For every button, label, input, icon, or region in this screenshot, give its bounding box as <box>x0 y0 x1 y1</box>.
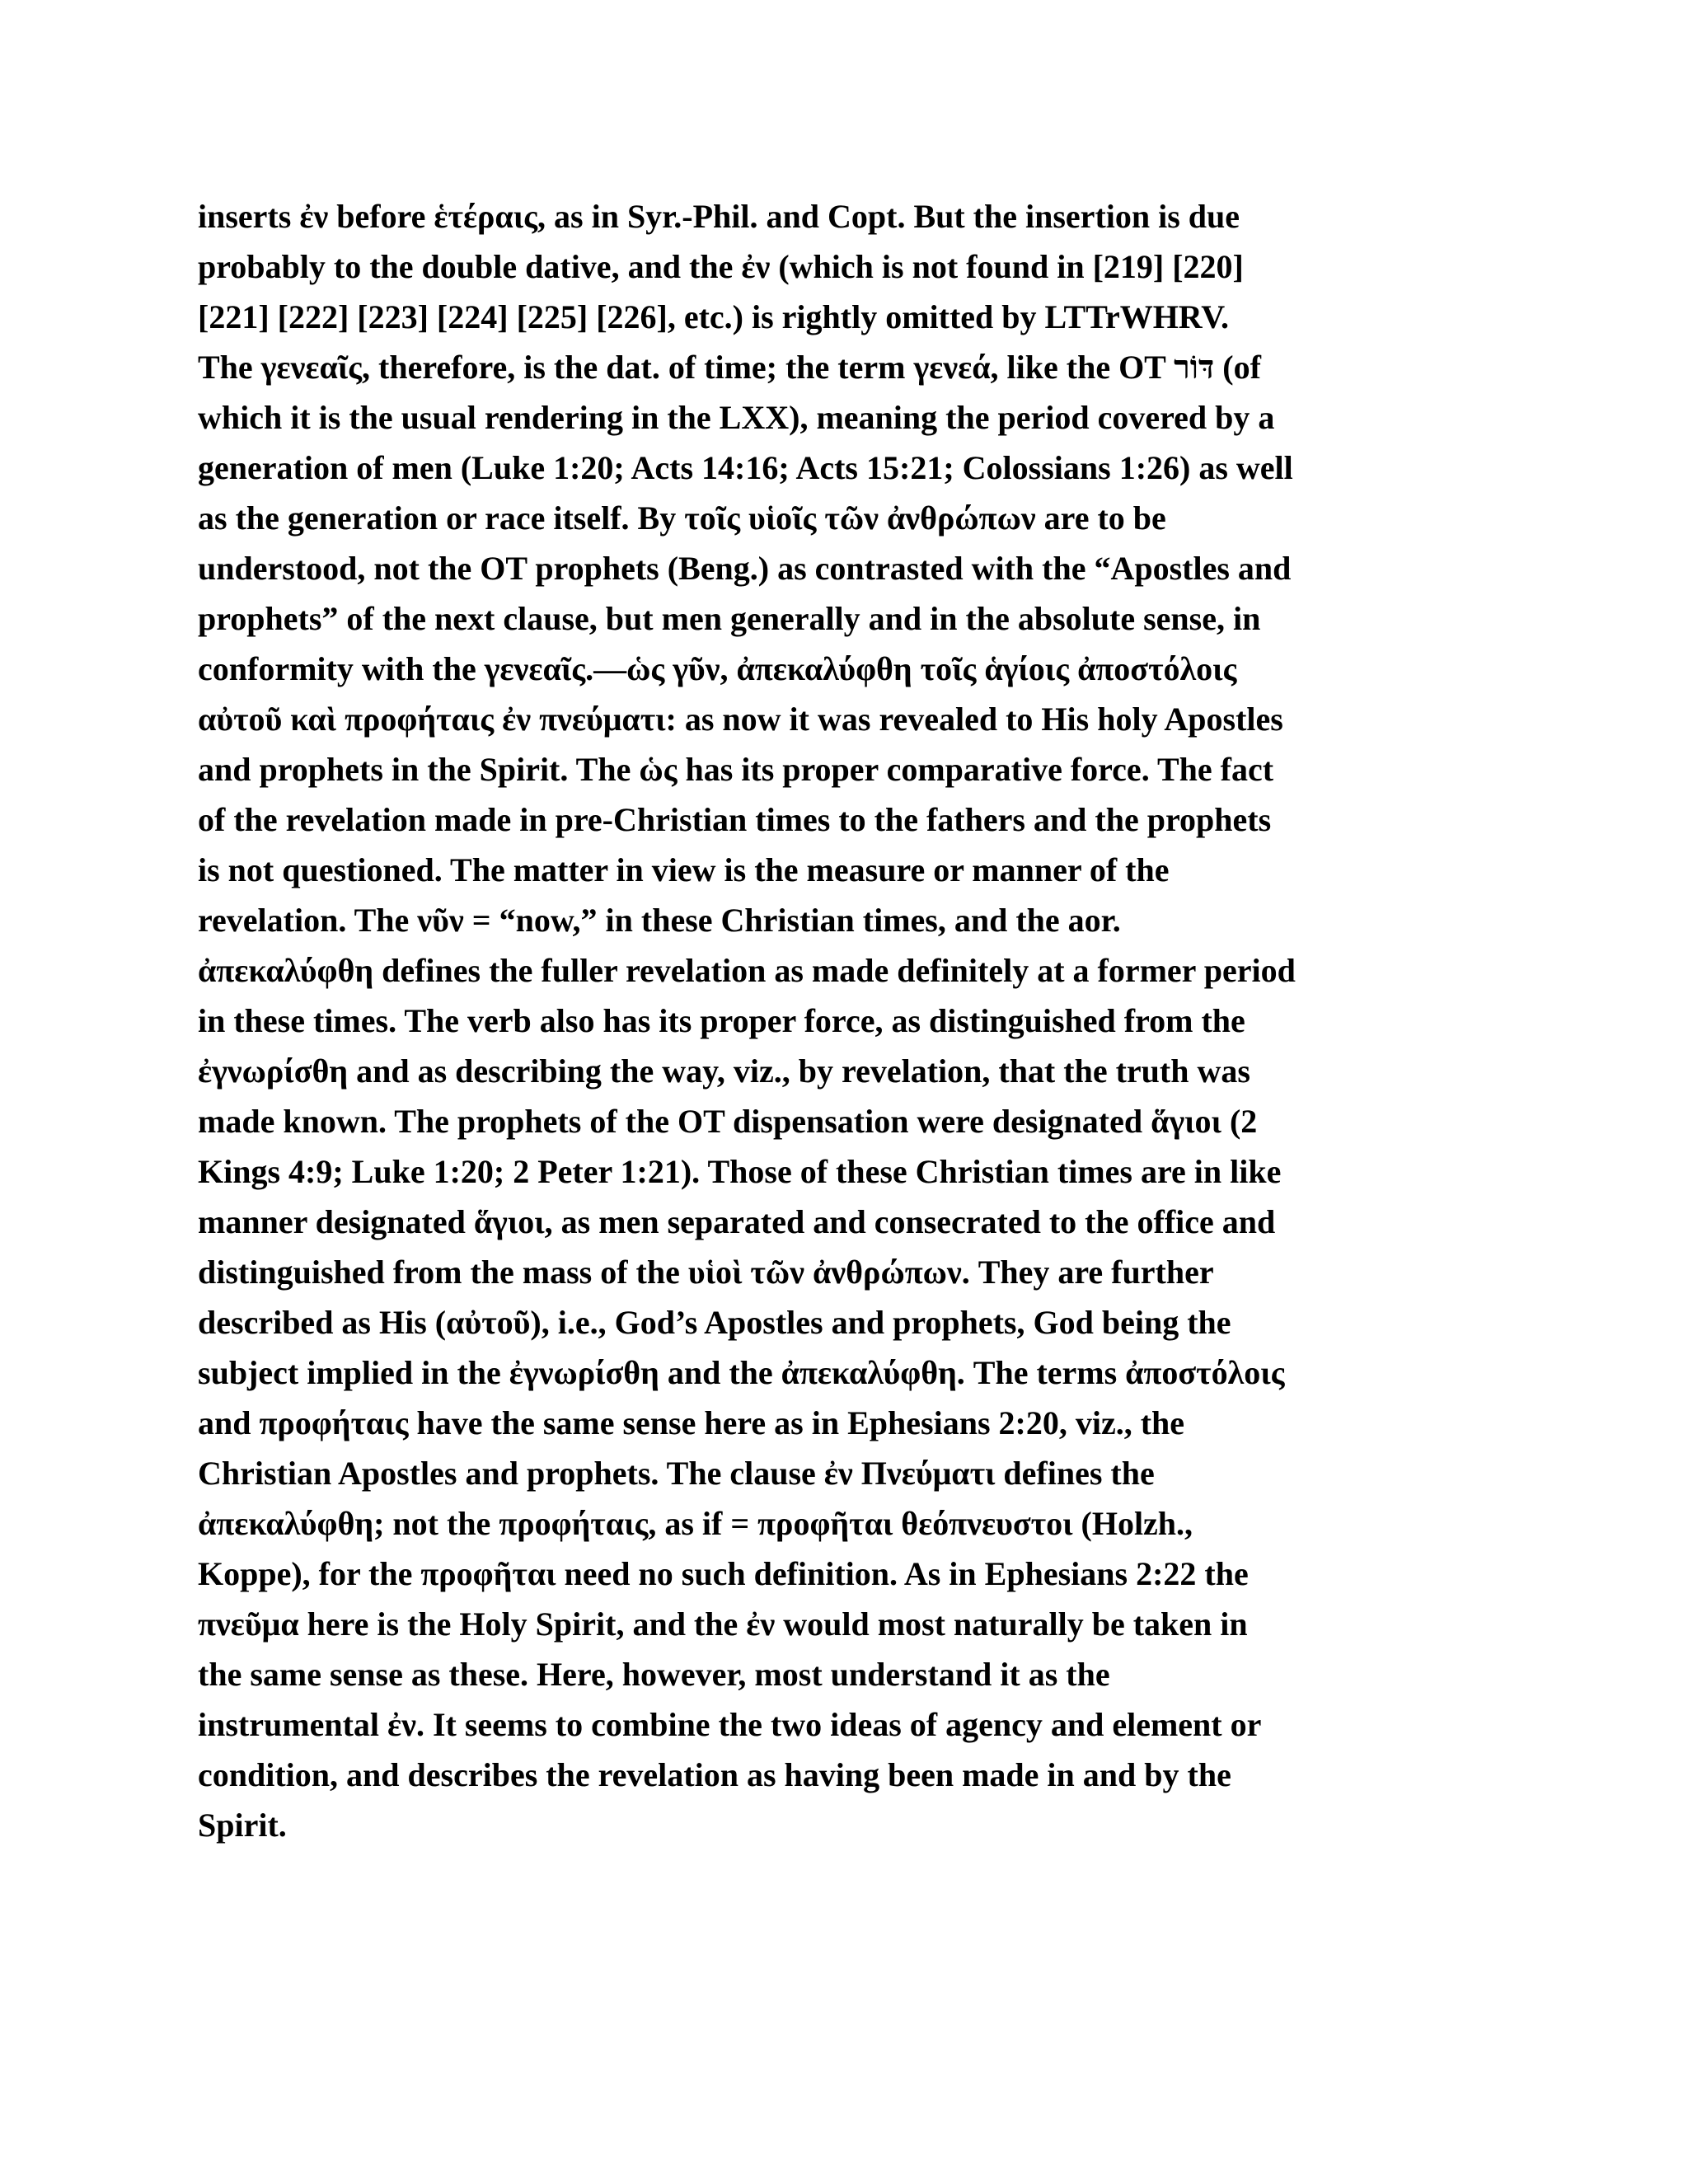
text-line: αὐτοῦ καὶ προφήταις ἐν πνεύματι: as now it was revealed to His holy Apostles <box>198 701 1283 738</box>
text-line: Kings 4:9; Luke 1:20; 2 Peter 1:21). Those of these Christian times are in like <box>198 1153 1282 1190</box>
text-line: subject implied in the ἐγνωρίσθη and the ἀπεκαλύφθη. The terms ἀποστόλοις <box>198 1354 1285 1391</box>
text-line: and προφήταις have the same sense here as in Ephesians 2:20, viz., the <box>198 1404 1185 1441</box>
text-line: [221] [222] [223] [224] [225] [226], etc.) is rightly omitted by LTTrWHRV. <box>198 298 1230 335</box>
text-line: the same sense as these. Here, however, most understand it as the <box>198 1656 1110 1693</box>
text-line: and prophets in the Spirit. The ὡς has its proper comparative force. The fact <box>198 751 1274 788</box>
text-line: πνεῦμα here is the Holy Spirit, and the ἐν would most naturally be taken in <box>198 1605 1248 1643</box>
text-line: Christian Apostles and prophets. The clause ἐν Πνεύματι defines the <box>198 1455 1155 1492</box>
text-line: generation of men (Luke 1:20; Acts 14:16; Acts 15:21; Colossians 1:26) as well <box>198 449 1293 486</box>
text-line: manner designated ἅγιοι, as men separated and consecrated to the office and <box>198 1203 1276 1240</box>
commentary-paragraph <box>198 191 1484 1850</box>
text-line: is not questioned. The matter in view is the measure or manner of the <box>198 851 1170 888</box>
text-line: condition, and describes the revelation as having been made in and by the <box>198 1756 1231 1793</box>
text-line: The γενεαῖς, therefore, is the dat. of time; the term γενεά, like the OT דּוֹר (of <box>198 349 1261 386</box>
text-line: which it is the usual rendering in the LXX), meaning the period covered by a <box>198 399 1275 436</box>
text-line: in these times. The verb also has its proper force, as distinguished from the <box>198 1002 1245 1039</box>
text-line: described as His (αὐτοῦ), i.e., God’s Apostles and prophets, God being the <box>198 1304 1231 1341</box>
text-line: of the revelation made in pre-Christian times to the fathers and the prophets <box>198 801 1272 838</box>
text-line: prophets” of the next clause, but men generally and in the absolute sense, in <box>198 600 1261 637</box>
text-line: revelation. The νῦν = “now,” in these Christian times, and the aor. <box>198 902 1121 939</box>
text-line: conformity with the γενεαῖς.—ὡς γῦν, ἀπεκαλύφθη τοῖς ἁγίοις ἀποστόλοις <box>198 650 1237 687</box>
text-line: made known. The prophets of the OT dispensation were designated ἅγιοι (2 <box>198 1103 1258 1140</box>
text-line: ἐγνωρίσθη and as describing the way, viz., by revelation, that the truth was <box>198 1052 1250 1090</box>
text-line: as the generation or race itself. By τοῖς υἱοῖς τῶν ἀνθρώπων are to be <box>198 499 1166 537</box>
text-line: probably to the double dative, and the ἐν (which is not found in [219] [220] <box>198 248 1244 285</box>
text-line: inserts ἐν before ἑτέραις, as in Syr.-Phil. and Copt. But the insertion is due <box>198 198 1240 235</box>
text-line: ἀπεκαλύφθη defines the fuller revelation as made definitely at a former period <box>198 952 1296 989</box>
text-line: distinguished from the mass of the υἱοὶ τῶν ἀνθρώπων. They are further <box>198 1254 1214 1291</box>
text-line: instrumental ἐν. It seems to combine the two ideas of agency and element or <box>198 1706 1262 1743</box>
text-line: Koppe), for the προφῆται need no such definition. As in Ephesians 2:22 the <box>198 1555 1249 1592</box>
text-line: understood, not the OT prophets (Beng.) as contrasted with the “Apostles and <box>198 550 1292 587</box>
text-line: ἀπεκαλύφθη; not the προφήταις, as if = προφῆται θεόπνευστοι (Holzh., <box>198 1505 1193 1542</box>
text-line: Spirit. <box>198 1807 287 1844</box>
